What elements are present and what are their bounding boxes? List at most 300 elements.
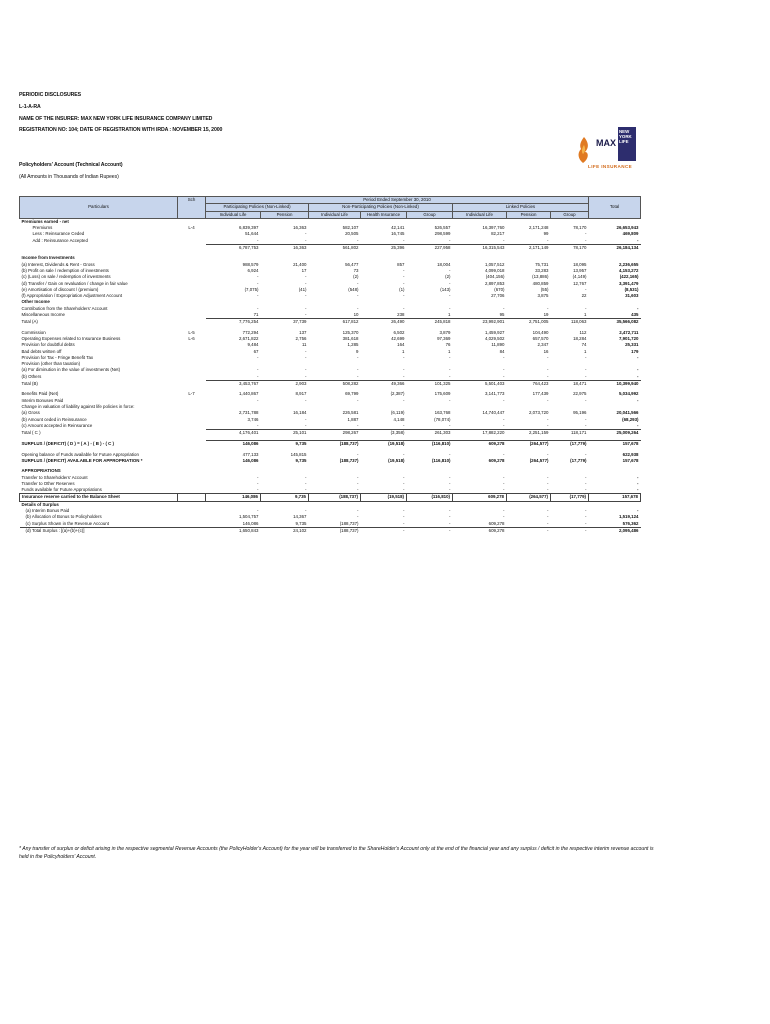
table-cell: (116,810)	[407, 494, 453, 501]
table-cell: -	[449, 508, 451, 514]
table-cell: 37,739	[261, 319, 309, 326]
non-participating-header: Non-Participating Policies (Non-Linked)	[309, 204, 453, 211]
table-cell: 13,957	[573, 267, 587, 273]
table-cell: 1	[448, 312, 451, 318]
table-cell: 2,731,788	[238, 410, 259, 416]
table-cell: -	[257, 474, 259, 480]
table-cell: (55)	[540, 286, 549, 292]
table-cell: (188,737)	[339, 520, 359, 526]
table-row	[20, 441, 641, 448]
table-cell: 16,363	[293, 225, 307, 231]
table-cell: 74	[581, 342, 587, 348]
table-cell: -	[403, 267, 405, 273]
schedule-ref	[178, 374, 206, 381]
table-cell: (264,577)	[507, 441, 551, 448]
column-header: Individual Life	[453, 211, 507, 218]
schedule-ref	[178, 245, 206, 252]
row-label: Operating Expenses related to Insurance Business	[21, 335, 121, 341]
table-cell: 226,581	[342, 410, 359, 416]
table-cell: -	[503, 367, 505, 373]
table-cell: (17,779)	[551, 494, 589, 501]
table-cell: (116,810)	[431, 457, 451, 463]
table-cell: -	[449, 451, 451, 457]
table-cell: -	[357, 397, 359, 403]
table-cell: -	[503, 354, 505, 360]
table-cell: 857	[397, 261, 405, 267]
table-cell: 20,505	[345, 231, 359, 237]
table-cell: 17,882,220	[453, 430, 507, 437]
table-cell: -	[503, 416, 505, 422]
total-cell: 3,391,479	[618, 280, 639, 286]
table-cell	[206, 218, 261, 225]
table-cell: 99	[543, 231, 549, 237]
schedule-ref	[178, 218, 206, 225]
table-cell: 10	[353, 312, 359, 318]
row-label: Benefits Paid (Net)	[21, 391, 59, 397]
total-header: Total	[589, 197, 641, 219]
table-cell: (4,149)	[572, 274, 587, 280]
table-cell: 3,875	[537, 293, 549, 299]
table-cell: -	[585, 231, 587, 237]
table-cell: 261,303	[407, 430, 453, 437]
table-cell: (188,737)	[309, 441, 361, 448]
total-cell: -	[637, 354, 639, 360]
table-cell: -	[449, 397, 451, 403]
logo-box-line: LIFE	[619, 139, 629, 144]
amounts-note: (All Amounts in Thousands of Indian Rupees)	[19, 174, 119, 180]
total-cell: (8,531)	[624, 286, 639, 292]
table-cell: 56,477	[345, 261, 359, 267]
column-header: Health Insurance	[361, 211, 407, 218]
table-cell: 609,278	[453, 441, 507, 448]
table-row	[20, 381, 641, 388]
total-cell: 179	[631, 348, 639, 354]
table-cell: 1	[402, 348, 405, 354]
table-cell: 112	[579, 329, 587, 335]
table-cell	[407, 501, 453, 508]
table-cell: (2)	[353, 274, 359, 280]
table-cell: -	[403, 422, 405, 428]
table-cell: -	[407, 527, 453, 534]
table-cell: 17	[301, 267, 307, 273]
table-cell: (3,358)	[361, 430, 407, 437]
table-cell: -	[403, 474, 405, 480]
table-cell: 19	[543, 312, 549, 318]
table-cell: -	[305, 231, 307, 237]
table-cell: -	[305, 422, 307, 428]
table-cell: -	[449, 373, 451, 379]
table-cell	[407, 218, 453, 225]
row-label: Change in valuation of liability against life policies in force:	[21, 403, 135, 409]
schedule-ref	[178, 501, 206, 508]
row-label: Insurance reserve carried to the Balance Sheet	[20, 494, 178, 501]
table-cell: -	[585, 354, 587, 360]
table-cell: -	[305, 480, 307, 486]
table-cell: 3,746	[247, 416, 259, 422]
column-header: Pension	[507, 211, 551, 218]
table-cell: -	[357, 373, 359, 379]
table-cell	[361, 218, 407, 225]
row-label: Premiums earned - net	[21, 218, 69, 224]
table-cell: 617,812	[309, 319, 361, 326]
total-cell: -	[637, 487, 639, 493]
table-row	[20, 430, 641, 437]
table-cell: -	[503, 397, 505, 403]
table-cell: -	[503, 451, 505, 457]
table-cell: (264,577)	[507, 494, 551, 501]
total-cell: 435	[631, 312, 639, 318]
table-cell: 69,799	[345, 391, 359, 397]
table-cell: 2,903	[261, 381, 309, 388]
table-cell: 764,423	[507, 381, 551, 388]
table-cell: 381,618	[342, 335, 359, 341]
table-row	[20, 319, 641, 326]
table-cell: 137	[299, 329, 307, 335]
table-cell: 97,369	[437, 335, 451, 341]
table-body	[20, 218, 641, 534]
table-cell: 9,735	[261, 441, 309, 448]
table-cell: (17,779)	[551, 441, 589, 448]
table-cell: 2,347	[537, 342, 549, 348]
table-cell	[551, 501, 589, 508]
table-cell: 2,171,149	[507, 245, 551, 252]
logo-brand: MAX	[596, 138, 616, 148]
policyholders-account-table	[19, 196, 641, 534]
total-cell: 1,519,124	[618, 514, 639, 520]
table-cell: 609,278	[488, 520, 505, 526]
table-cell: -	[547, 397, 549, 403]
table-cell: -	[585, 373, 587, 379]
row-label: Other Income	[21, 299, 50, 305]
row-label: (a) Interim Bonus Paid	[25, 508, 70, 514]
row-label: Commission	[21, 329, 46, 335]
row-label: SURPLUS / (DEFICIT) AVAILABLE FOR APPROPRIATION *	[21, 457, 143, 463]
table-cell: 9,735	[261, 494, 309, 501]
table-cell: -	[449, 487, 451, 493]
table-cell: -	[257, 373, 259, 379]
table-cell: -	[257, 508, 259, 514]
table-cell: 177,439	[532, 391, 549, 397]
table-cell: -	[305, 397, 307, 403]
table-cell: 2,756	[295, 335, 307, 341]
table-cell: 175,609	[434, 391, 451, 397]
table-cell: -	[547, 237, 549, 243]
table-cell: -	[449, 293, 451, 299]
table-cell: 2,073,720	[528, 410, 549, 416]
row-label: Bad debts written off	[21, 348, 62, 354]
row-label: (a) Gross	[21, 410, 40, 416]
row-label: (b) Others	[21, 373, 42, 379]
table-cell: -	[361, 527, 407, 534]
table-cell: 125,370	[342, 329, 359, 335]
table-cell: -	[503, 422, 505, 428]
total-cell: 7,901,720	[618, 335, 639, 341]
table-cell: 146,086	[206, 441, 261, 448]
total-cell: 26,184,134	[589, 245, 641, 252]
table-cell: -	[305, 367, 307, 373]
table-cell: 21,400	[293, 261, 307, 267]
table-cell: -	[257, 367, 259, 373]
table-cell: -	[357, 354, 359, 360]
row-label: APPROPRIATIONS	[21, 468, 61, 474]
table-cell: -	[503, 237, 505, 243]
table-cell: 25,101	[261, 430, 309, 437]
table-cell: (19,518)	[361, 441, 407, 448]
table-cell: 526,557	[434, 225, 451, 231]
table-cell: -	[403, 305, 405, 311]
table-cell: (116,810)	[407, 441, 453, 448]
row-label: (d) Total Surplus : [(a)+(b)+(c)]	[20, 527, 178, 534]
table-cell	[453, 501, 507, 508]
table-cell: -	[403, 514, 405, 520]
table-cell: -	[547, 367, 549, 373]
table-cell: -	[403, 373, 405, 379]
total-cell: -	[637, 422, 639, 428]
table-cell: (188,737)	[309, 527, 361, 534]
table-cell: 25,396	[361, 245, 407, 252]
insurer-name: NAME OF THE INSURER: MAX NEW YORK LIFE INSURANCE COMPANY LIMITED	[19, 116, 213, 122]
logo-tagline: LIFE INSURANCE	[588, 164, 633, 169]
table-cell: -	[357, 237, 359, 243]
table-cell	[453, 218, 507, 225]
table-cell: -	[305, 416, 307, 422]
table-cell: 4,148	[393, 416, 405, 422]
column-header: Group	[551, 211, 589, 218]
row-label: (c) (Loss) on sale / redemption of investments	[21, 274, 111, 280]
table-cell: 477,133	[242, 451, 259, 457]
column-header: Individual Life	[206, 211, 261, 218]
table-cell: 84	[499, 348, 505, 354]
table-cell: -	[547, 373, 549, 379]
table-cell: 101,325	[407, 381, 453, 388]
table-cell	[507, 501, 551, 508]
table-cell: -	[585, 520, 587, 526]
total-cell: 25,009,264	[589, 430, 641, 437]
table-cell: -	[551, 527, 589, 534]
table-cell: -	[357, 514, 359, 520]
table-cell: 508,282	[309, 381, 361, 388]
table-cell: (6,119)	[390, 410, 405, 416]
table-cell: 16,363	[261, 245, 309, 252]
table-cell: 480,859	[532, 280, 549, 286]
table-cell: -	[257, 274, 259, 280]
table-cell: 1,440,867	[238, 391, 259, 397]
table-cell: -	[449, 280, 451, 286]
table-cell: 8,917	[295, 391, 307, 397]
table-cell: 6,839,397	[238, 225, 259, 231]
table-cell: -	[403, 508, 405, 514]
table-cell: -	[305, 280, 307, 286]
table-cell: -	[585, 514, 587, 520]
table-cell: 227,958	[407, 245, 453, 252]
total-cell	[589, 501, 641, 508]
total-cell: 25,331	[625, 342, 639, 348]
total-cell: -	[637, 397, 639, 403]
table-cell: 7,776,254	[206, 319, 261, 326]
table-cell: (2)	[445, 274, 451, 280]
table-cell: -	[305, 305, 307, 311]
schedule-ref: L-5	[188, 329, 195, 335]
table-cell: 6,787,753	[206, 245, 261, 252]
table-cell: -	[503, 508, 505, 514]
table-cell: -	[585, 508, 587, 514]
table-cell: -	[547, 451, 549, 457]
total-cell: 20,041,566	[616, 410, 639, 416]
table-cell: -	[403, 367, 405, 373]
table-cell: -	[257, 305, 259, 311]
table-cell: (19,518)	[388, 457, 405, 463]
table-cell: -	[585, 367, 587, 373]
table-cell: 146,086	[206, 494, 261, 501]
table-cell: 238	[397, 312, 405, 318]
table-cell: -	[585, 397, 587, 403]
table-cell: 164	[397, 342, 405, 348]
table-cell: 298,599	[434, 231, 451, 237]
table-cell: 3,453,767	[206, 381, 261, 388]
table-cell: (188,737)	[339, 457, 359, 463]
total-cell: 26,653,943	[616, 225, 639, 231]
schedule-ref	[178, 423, 206, 430]
row-label: Miscellaneous Income	[21, 312, 65, 318]
table-cell: 16,397,760	[482, 225, 505, 231]
row-label: SURPLUS / (DEFICIT) ( D ) = ( A ) - ( B ) - ( C )	[21, 441, 114, 447]
table-cell: -	[403, 480, 405, 486]
table-cell: -	[403, 237, 405, 243]
table-cell: 24,102	[261, 527, 309, 534]
table-cell: 245,818	[407, 319, 453, 326]
table-cell: 118,171	[551, 430, 589, 437]
table-cell: -	[449, 422, 451, 428]
table-cell: 26,490	[361, 319, 407, 326]
row-label	[20, 245, 178, 252]
table-cell: -	[357, 293, 359, 299]
company-logo	[574, 127, 634, 187]
table-cell: 2,671,822	[238, 335, 259, 341]
table-cell: 42,699	[391, 335, 405, 341]
registration-info: REGISTRATION NO: 104; DATE OF REGISTRATION WITH IRDA : NOVEMBER 15, 2000	[19, 127, 223, 133]
table-cell: -	[503, 305, 505, 311]
table-cell: -	[357, 508, 359, 514]
table-cell: 67	[253, 348, 259, 354]
row-label: Provision for doubtful debts	[21, 342, 75, 348]
schedule-ref: L-7	[188, 391, 195, 397]
table-cell: -	[547, 354, 549, 360]
table-cell: -	[503, 474, 505, 480]
table-cell: 6,924	[247, 267, 259, 273]
table-cell: 18,471	[551, 381, 589, 388]
table-cell: 78,170	[551, 245, 589, 252]
table-cell: -	[305, 474, 307, 480]
table-cell: 42,141	[391, 225, 405, 231]
table-cell: 76	[445, 342, 451, 348]
table-cell: -	[449, 474, 451, 480]
table-cell: 3,141,773	[484, 391, 505, 397]
schedule-ref: L-4	[188, 225, 195, 231]
total-cell: 31,603	[625, 293, 639, 299]
table-cell: 16,745	[391, 231, 405, 237]
total-cell: -	[637, 474, 639, 480]
column-header: Group	[407, 211, 453, 218]
table-cell: (13,886)	[532, 274, 549, 280]
schedule-ref	[178, 521, 206, 528]
table-cell: 71	[253, 312, 259, 318]
account-title: Policyholders' Account (Technical Account)	[19, 162, 123, 168]
table-cell	[261, 501, 309, 508]
row-label: Transfer to Other Reserves	[21, 480, 75, 486]
table-row	[20, 245, 641, 252]
schedule-ref	[178, 238, 206, 245]
schedule-header: Sch	[178, 197, 206, 219]
table-cell: -	[585, 474, 587, 480]
total-cell: 157,678	[589, 494, 641, 501]
table-cell: -	[257, 237, 259, 243]
table-cell: 1,285	[347, 342, 359, 348]
table-cell: 51,644	[245, 231, 259, 237]
disclosure-title: PERIODIC DISCLOSURES	[19, 92, 81, 98]
table-cell: -	[507, 527, 551, 534]
row-label: (f) Appropriation / Expropriation Adjustment Account	[21, 293, 123, 299]
table-cell: 14,740,447	[482, 410, 505, 416]
table-cell: -	[357, 451, 359, 457]
column-header: Pension	[261, 211, 309, 218]
row-label: (c) Amount accepted in Reinsurance	[21, 423, 93, 429]
total-cell: -	[637, 480, 639, 486]
total-cell: -	[637, 305, 639, 311]
table-cell: 16	[543, 348, 549, 354]
table-cell: -	[585, 305, 587, 311]
table-cell: -	[305, 487, 307, 493]
table-cell: -	[547, 416, 549, 422]
table-row	[20, 527, 641, 534]
table-cell: -	[305, 274, 307, 280]
table-cell: 95	[499, 312, 505, 318]
table-cell: 1	[584, 348, 587, 354]
table-cell: (404,156)	[485, 274, 505, 280]
table-cell: 118,063	[551, 319, 589, 326]
logo-box-line: YORK	[619, 134, 632, 139]
table-cell: 2,751,005	[507, 319, 551, 326]
table-cell: -	[449, 267, 451, 273]
row-label: Opening balance of Funds available for Future Appropriation	[21, 451, 139, 457]
table-cell: 27,706	[491, 293, 505, 299]
form-code: L-1-A-RA	[19, 104, 41, 110]
table-cell: -	[257, 354, 259, 360]
table-cell: -	[357, 487, 359, 493]
row-label: (b) Allocation of Bonus to Policyholders	[25, 514, 102, 520]
total-cell: 2,095,486	[589, 527, 641, 534]
table-cell: -	[503, 514, 505, 520]
table-cell: -	[585, 286, 587, 292]
table-cell: 1,057,512	[484, 261, 505, 267]
table-cell: 609,278	[488, 457, 505, 463]
total-cell: -	[637, 367, 639, 373]
table-cell: -	[403, 520, 405, 526]
table-cell: 9,735	[295, 520, 307, 526]
schedule-ref	[178, 319, 206, 326]
table-row	[20, 312, 641, 319]
table-cell: 23,992,901	[453, 319, 507, 326]
table-cell: 18,095	[573, 261, 587, 267]
table-cell: 73	[353, 267, 359, 273]
total-cell: 469,809	[622, 231, 639, 237]
table-cell: -	[305, 237, 307, 243]
table-cell: -	[305, 293, 307, 299]
row-label: Add : Reinsurance Accepted	[32, 238, 88, 244]
table-cell: 145,815	[290, 451, 307, 457]
table-cell: -	[449, 354, 451, 360]
row-label: Interim Bonuses Paid	[21, 397, 64, 403]
total-cell: 4,153,272	[618, 267, 639, 273]
